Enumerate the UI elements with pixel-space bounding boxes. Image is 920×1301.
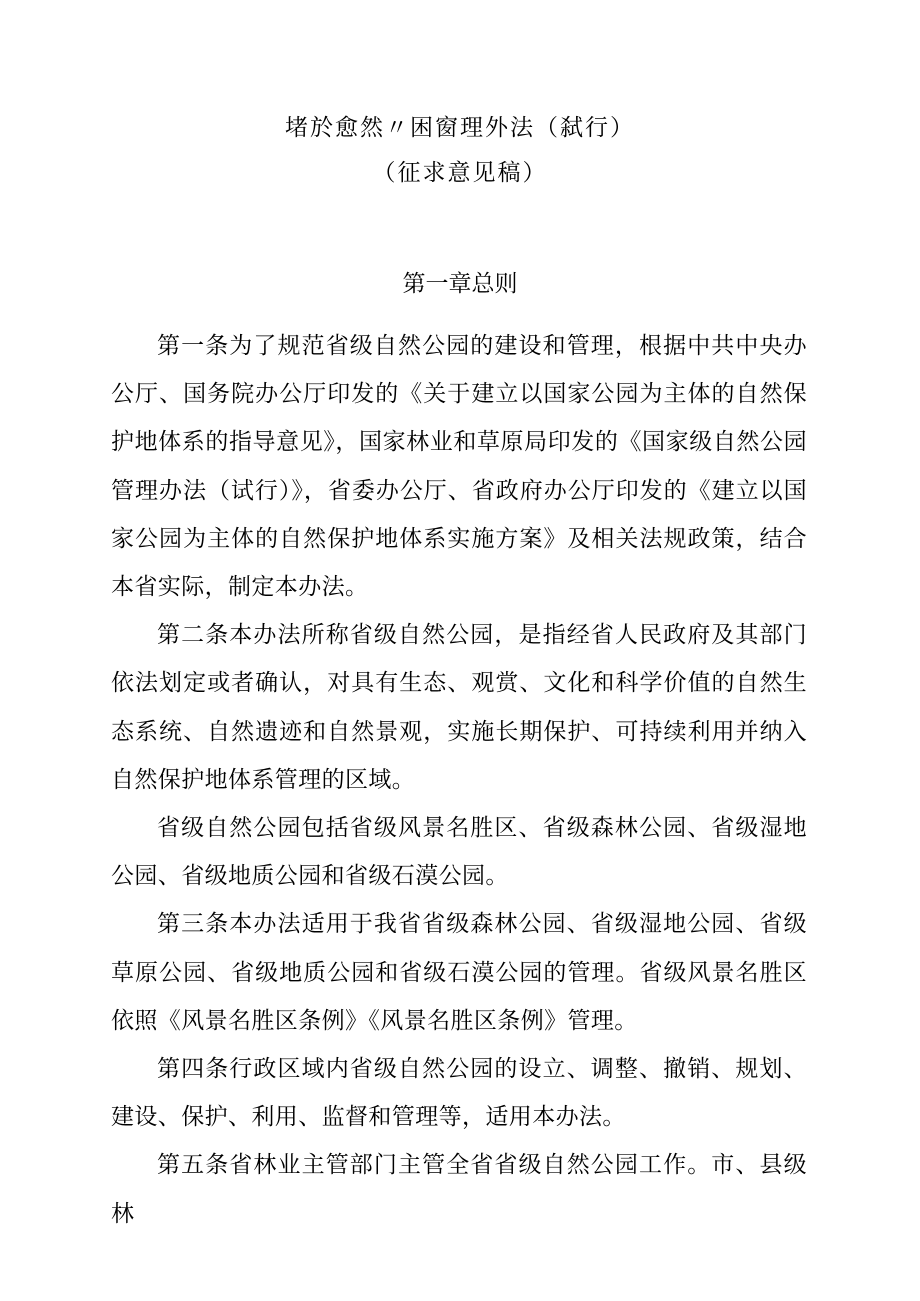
article-1-paragraph: 第一条为了规范省级自然公园的建设和管理，根据中共中央办公厅、国务院办公厅印发的《关于建立以国家公园为主体的自然保护地体系的指导意见》，国家林业和草原局印发的《国家级自然公园管理办法（试行）》，省委办公厅、省政府办公厅印发的《建立以国家公园为主体的自然保护地体系实施方案》及相关法规政策，结合本省实际，制定本办法。 xyxy=(111,333,807,601)
document-body xyxy=(111,322,807,1238)
article-3-paragraph: 第三条本办法适用于我省省级森林公园、省级湿地公园、省级草原公园、省级地质公园和省级石漠公园的管理。省级风景名胜区依照《风景名胜区条例》《风景名胜区条例》管理。 xyxy=(111,911,807,1034)
article-4-paragraph: 第四条行政区域内省级自然公园的设立、调整、撤销、规划、建设、保护、利用、监督和管理等，适用本办法。 xyxy=(111,1056,807,1131)
article-2-paragraph: 第二条本办法所称省级自然公园，是指经省人民政府及其部门依法划定或者确认，对具有生态、观赏、文化和科学价值的自然生态系统、自然遗迹和自然景观，实施长期保护、可持续利用并纳入自然保护地体系管理的区域。 xyxy=(111,622,807,793)
chapter-heading: 第一章总则 xyxy=(402,271,518,297)
article-5-paragraph: 第五条省林业主管部门主管全省省级自然公园工作。市、县级林 xyxy=(111,1152,807,1227)
article-2-scope-paragraph: 省级自然公园包括省级风景名胜区、省级森林公园、省级湿地公园、省级地质公园和省级石漠公园。 xyxy=(111,815,807,890)
document-subtitle: （征求意见稿） xyxy=(372,160,548,186)
document-title: 堵於愈然〃困窗理外法（弑行） xyxy=(285,115,635,141)
